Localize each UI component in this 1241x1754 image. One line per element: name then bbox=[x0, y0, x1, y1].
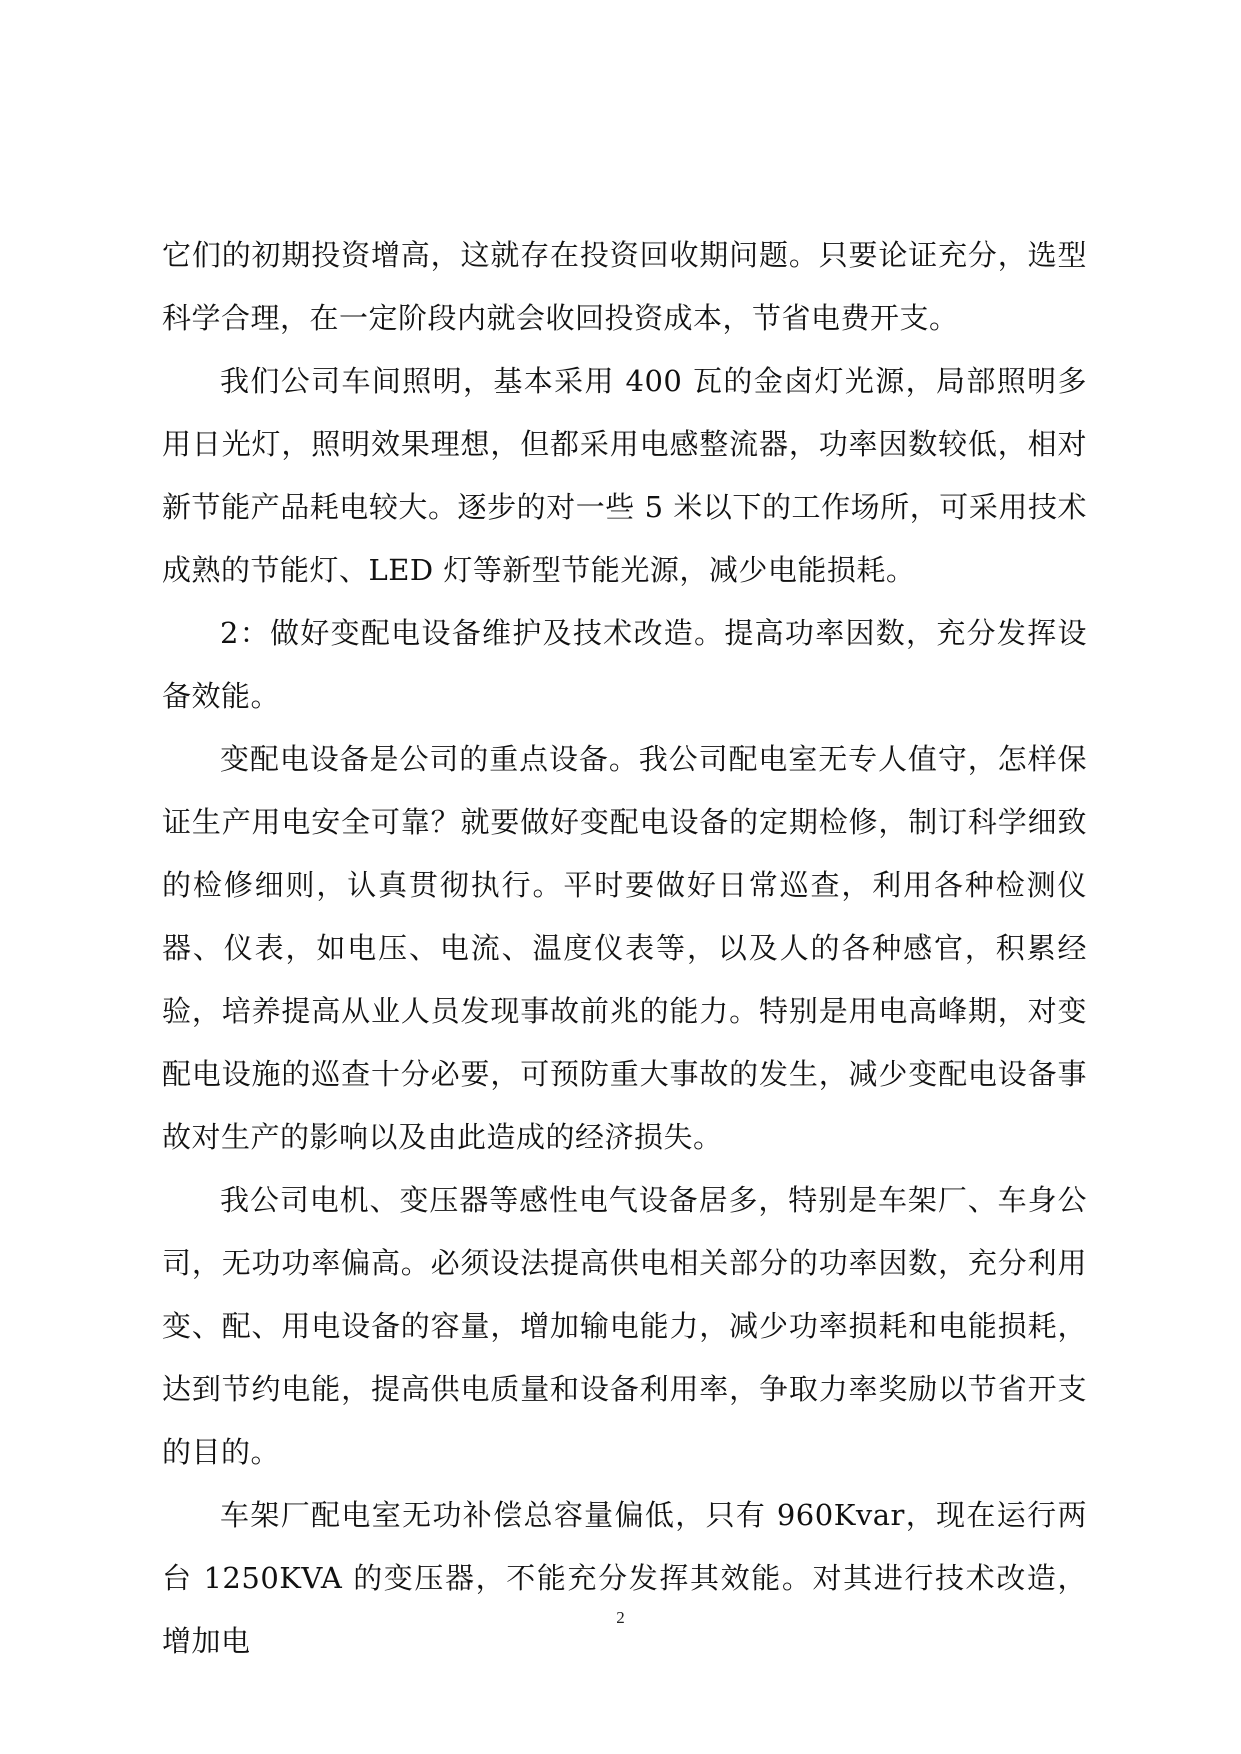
paragraph-workshop-lighting: 我们公司车间照明，基本采用 400 瓦的金卤灯光源，局部照明多用日光灯，照明效果理想，但都采用电感整流器，功率因数较低，相对新节能产品耗电较大。逐步的对一些 5 米以下的工作场所，可采用技术成熟的节能灯、LED 灯等新型节能光源，减少电能损耗。 bbox=[162, 364, 1087, 587]
paragraph-investment-payback: 它们的初期投资增高，这就存在投资回收期问题。只要论证充分，选型科学合理，在一定阶段内就会收回投资成本，节省电费开支。 bbox=[162, 238, 1087, 335]
paragraph-power-factor: 我公司电机、变压器等感性电气设备居多，特别是车架厂、车身公司，无功功率偏高。必须设法提高供电相关部分的功率因数，充分利用变、配、用电设备的容量，增加输电能力，减少功率损耗和电能损耗，达到节约电能，提高供电质量和设备利用率，争取力率奖励以节省开支的目的。 bbox=[162, 1183, 1087, 1469]
paragraph-substation-inspection: 变配电设备是公司的重点设备。我公司配电室无专人值守，怎样保证生产用电安全可靠？就要做好变配电设备的定期检修，制订科学细致的检修细则，认真贯彻执行。平时要做好日常巡查，利用各种检测仪器、仪表，如电压、电流、温度仪表等，以及人的各种感官，积累经验，培养提高从业人员发现事故前兆的能力。特别是用电高峰期，对变配电设施的巡查十分必要，可预防重大事故的发生，减少变配电设备事故对生产的影响以及由此造成的经济损失。 bbox=[162, 742, 1087, 1154]
paragraph-heading-maintenance: 2：做好变配电设备维护及技术改造。提高功率因数，充分发挥设备效能。 bbox=[162, 616, 1087, 713]
page-number: 2 bbox=[616, 1608, 625, 1627]
document-body bbox=[162, 224, 1087, 1673]
paragraph-reactive-compensation: 车架厂配电室无功补偿总容量偏低，只有 960Kvar，现在运行两台 1250KVA 的变压器，不能充分发挥其效能。对其进行技术改造，增加电 bbox=[162, 1498, 1087, 1658]
